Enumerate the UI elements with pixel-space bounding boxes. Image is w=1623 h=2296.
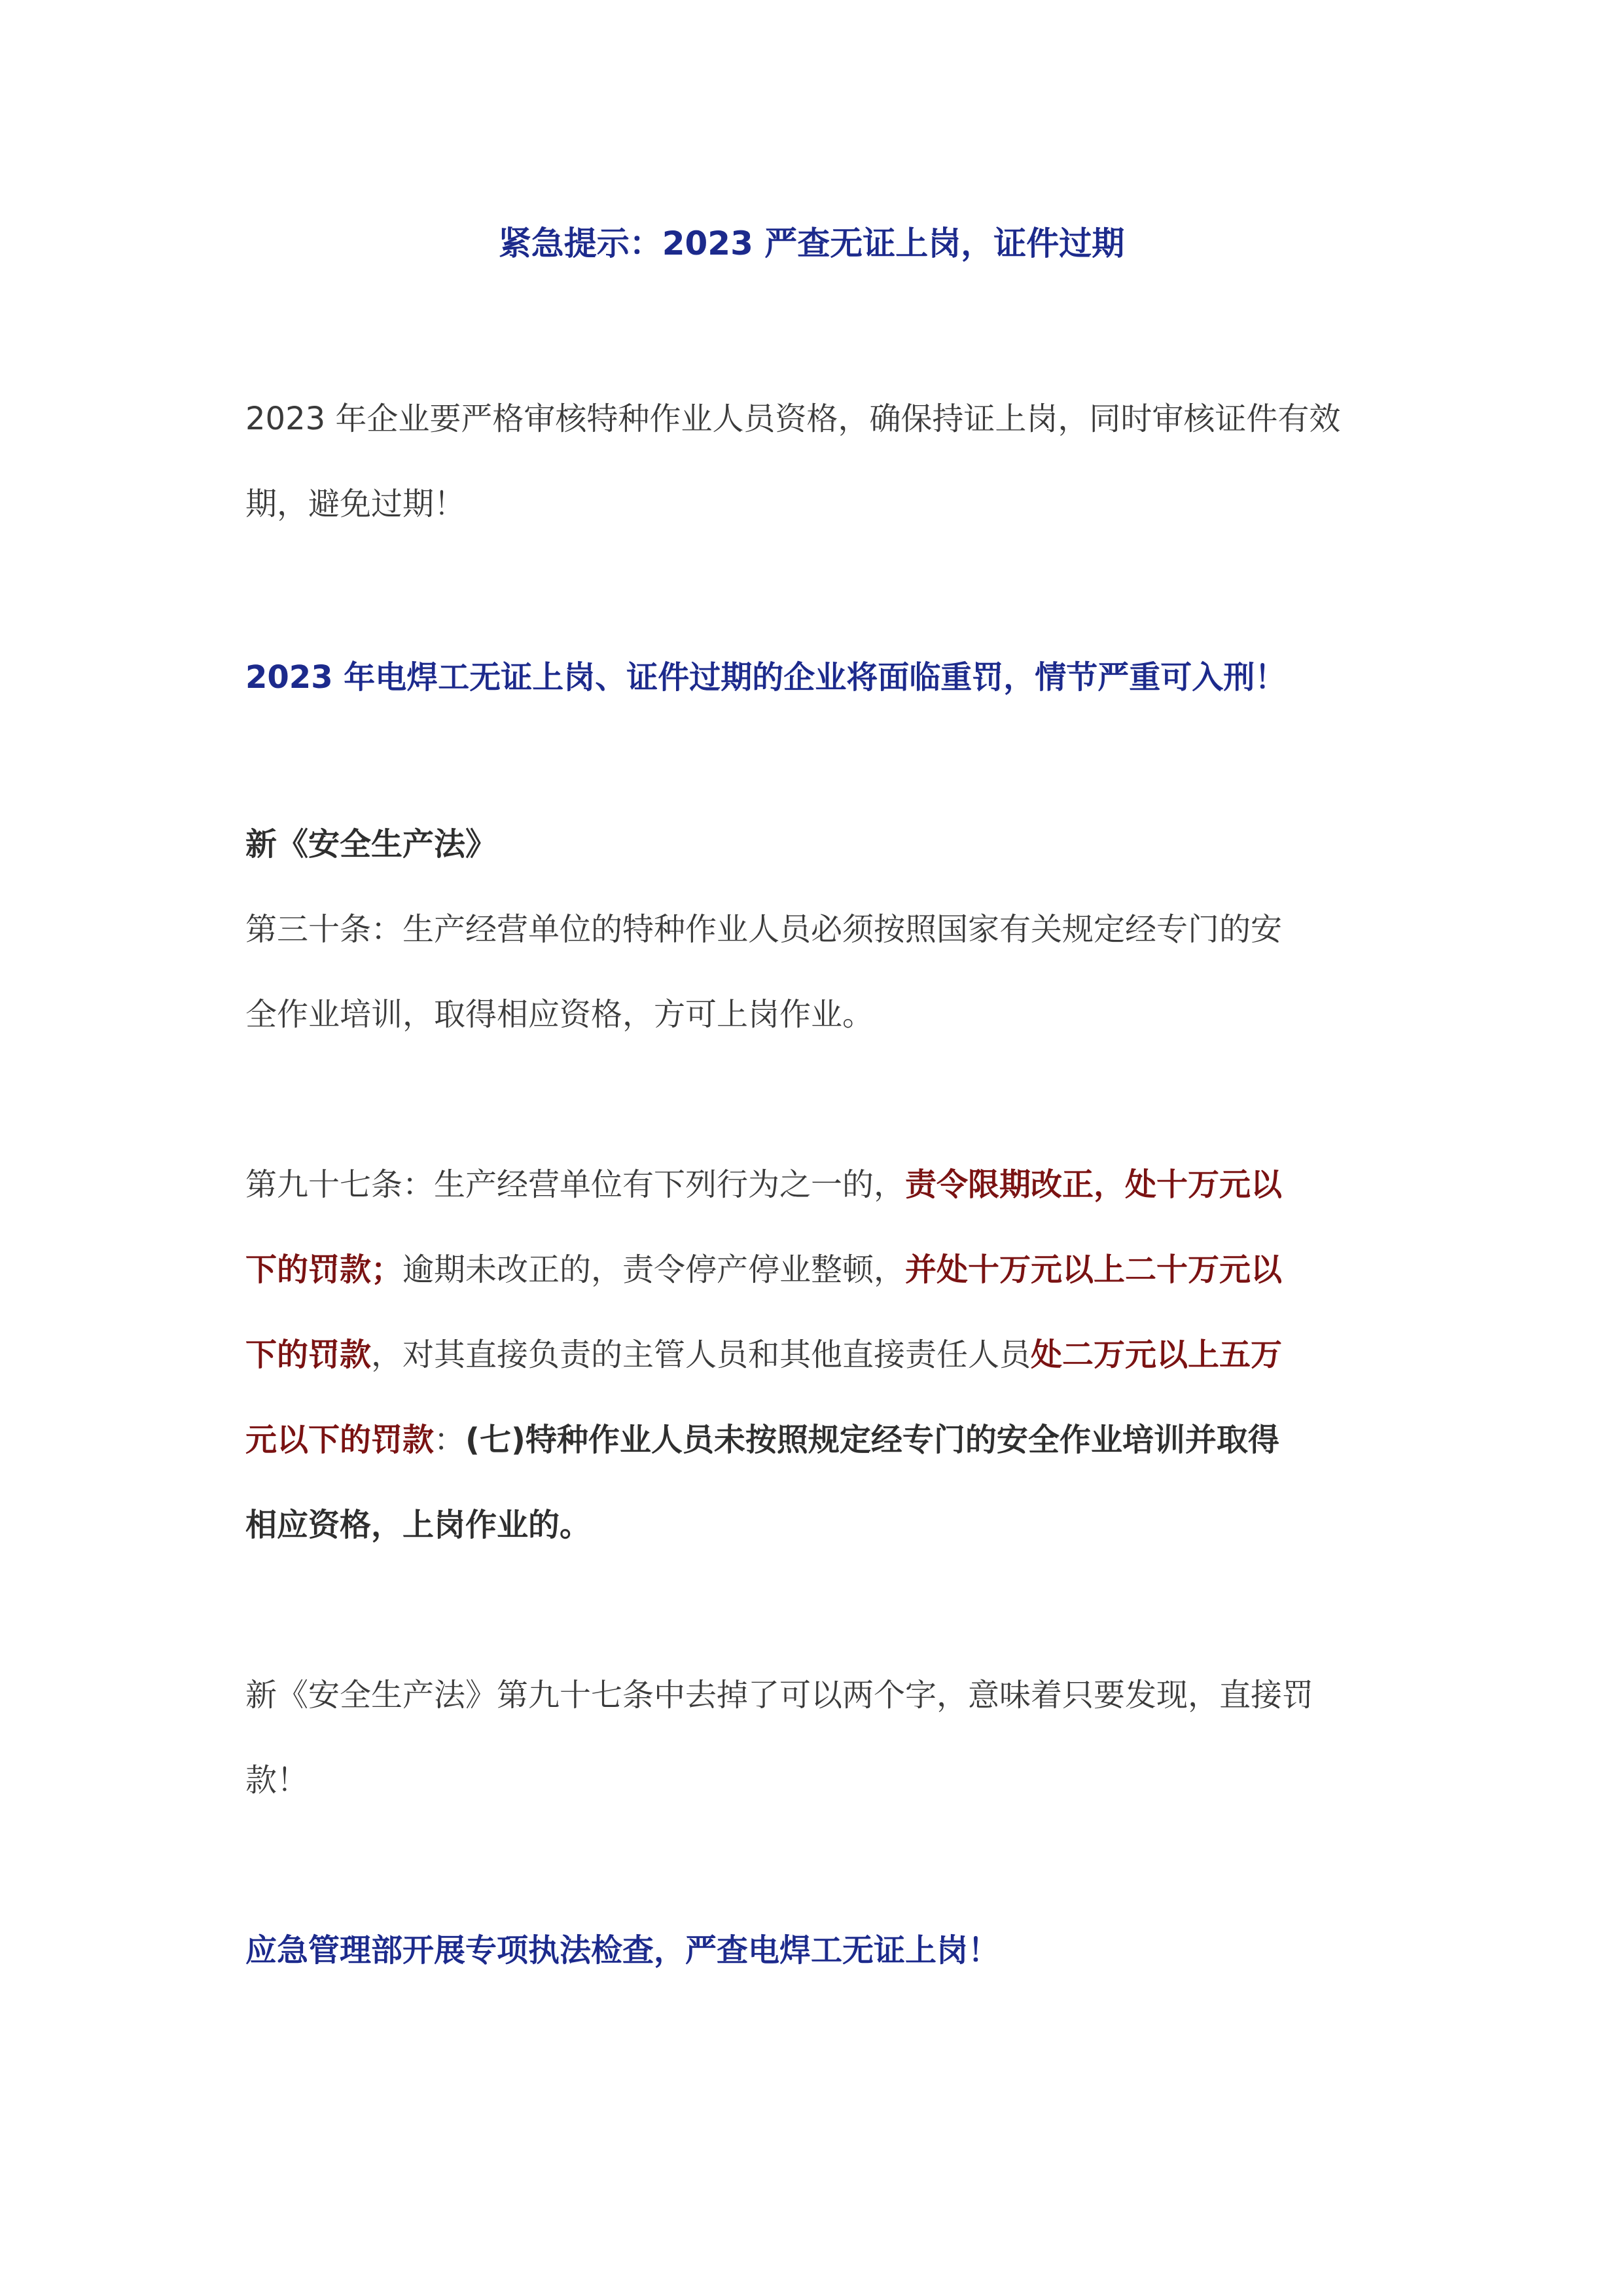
intro-paragraph	[245, 376, 1397, 547]
highlight-paragraph: 2023 年电焊工无证上岗、证件过期的企业将面临重罚，情节严重可入刑！	[245, 659, 1287, 696]
document-title: 紧急提示：2023 严查无证上岗，证件过期	[498, 224, 1125, 262]
article-30-paragraph	[245, 887, 1397, 1057]
article-97-text: ，对其直接负责的主管人员和其他直接责任人员	[371, 1336, 1031, 1373]
article-97-line-4	[245, 1397, 1397, 1482]
article-97-penalty: 责令限期改正，处十万元以	[905, 1166, 1283, 1203]
article-30-line-2: 全作业培训，取得相应资格，方可上岗作业。	[245, 996, 874, 1033]
article-97-line-5: 相应资格，上岗作业的。	[245, 1507, 592, 1543]
note-line-2: 款！	[245, 1762, 309, 1799]
article-97-text: 第九十七条：生产经营单位有下列行为之一的，	[245, 1166, 906, 1203]
article-97-line-1	[245, 1142, 1397, 1227]
law-title: 新《安全生产法》	[245, 826, 497, 863]
article-97-penalty: 下的罚款	[245, 1336, 372, 1373]
closing-paragraph: 应急管理部开展专项执法检查，严查电焊工无证上岗！	[245, 1932, 1000, 1969]
note-line-1: 新《安全生产法》第九十七条中去掉了可以两个字，意味着只要发现，直接罚	[245, 1677, 1314, 1713]
article-97-text: 逾期未改正的，责令停产停业整顿，	[402, 1251, 906, 1288]
article-97-item-7: (七)特种作业人员未按照规定经专门的安全作业培训并取得	[465, 1422, 1279, 1458]
article-30-line-1: 第三十条：生产经营单位的特种作业人员必须按照国家有关规定经专门的安	[245, 911, 1283, 948]
article-97-line-2	[245, 1227, 1397, 1312]
article-97-penalty: 下的罚款；	[245, 1251, 403, 1288]
article-97-penalty: 处二万元以上五万	[1031, 1336, 1283, 1373]
article-97-line-3	[245, 1312, 1397, 1397]
article-97-penalty: 并处十万元以上二十万元以	[905, 1251, 1283, 1288]
note-paragraph	[245, 1653, 1397, 1823]
intro-line-2: 期，避免过期！	[245, 486, 466, 522]
article-97-paragraph	[245, 1142, 1397, 1568]
intro-line-1: 2023 年企业要严格审核特种作业人员资格，确保持证上岗，同时审核证件有效	[245, 401, 1341, 437]
article-97-penalty: 元以下的罚款	[245, 1422, 435, 1458]
article-97-text: ：	[434, 1422, 466, 1458]
